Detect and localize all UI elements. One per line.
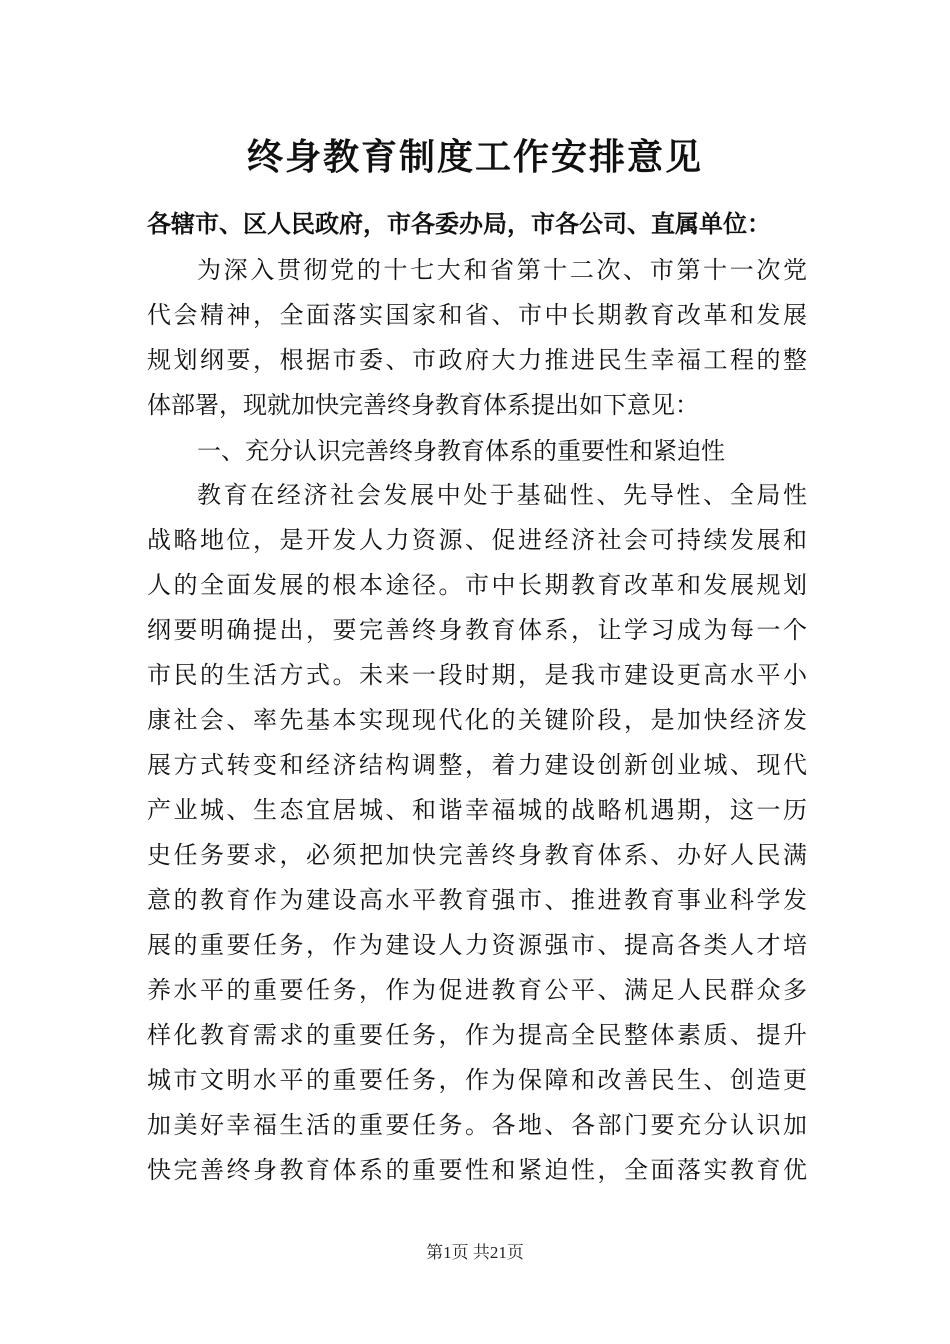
paragraph-line: 意的教育作为建设高水平教育强市、推进教育事业科学发 bbox=[147, 886, 807, 914]
document-title: 终身教育制度工作安排意见 bbox=[246, 136, 703, 178]
page-footer: 第1页 共21页 bbox=[426, 1243, 524, 1262]
paragraph-line: 人的全面发展的根本途径。市中长期教育改革和发展规划 bbox=[147, 571, 807, 599]
paragraph-line: 展方式转变和经济结构调整，着力建设创新创业城、现代 bbox=[147, 751, 807, 779]
section-heading: 一、充分认识完善终身教育体系的重要性和紧迫性 bbox=[197, 437, 725, 465]
paragraph-line: 产业城、生态宜居城、和谐幸福城的战略机遇期，这一历 bbox=[147, 796, 807, 824]
paragraph-line: 战略地位，是开发人力资源、促进经济社会可持续发展和 bbox=[147, 526, 807, 554]
paragraph-line: 养水平的重要任务，作为促进教育公平、满足人民群众多 bbox=[147, 976, 807, 1004]
paragraph-line: 规划纲要，根据市委、市政府大力推进民生幸福工程的整 bbox=[147, 346, 807, 374]
paragraph-line: 代会精神，全面落实国家和省、市中长期教育改革和发展 bbox=[147, 301, 807, 329]
paragraph-line: 展的重要任务，作为建设人力资源强市、提高各类人才培 bbox=[147, 931, 807, 959]
paragraph-line: 市民的生活方式。未来一段时期，是我市建设更高水平小 bbox=[147, 661, 807, 689]
paragraph-line: 快完善终身教育体系的重要性和紧迫性，全面落实教育优 bbox=[147, 1156, 807, 1184]
paragraph-line: 纲要明确提出，要完善终身教育体系，让学习成为每一个 bbox=[147, 616, 807, 644]
paragraph-line: 城市文明水平的重要任务，作为保障和改善民生、创造更 bbox=[147, 1066, 807, 1094]
paragraph-intro bbox=[147, 248, 807, 428]
paragraph-line: 为深入贯彻党的十七大和省第十二次、市第十一次党 bbox=[197, 256, 807, 284]
paragraph-line: 加美好幸福生活的重要任务。各地、各部门要充分认识加 bbox=[147, 1111, 807, 1139]
paragraph-line: 史任务要求，必须把加快完善终身教育体系、办好人民满 bbox=[147, 841, 807, 869]
paragraph-section1 bbox=[147, 473, 807, 1193]
paragraph-line: 教育在经济社会发展中处于基础性、先导性、全局性 bbox=[197, 481, 807, 509]
paragraph-line: 体部署，现就加快完善终身教育体系提出如下意见： bbox=[147, 391, 699, 419]
salutation: 各辖市、区人民政府，市各委办局，市各公司、直属单位： bbox=[147, 209, 771, 238]
paragraph-line: 样化教育需求的重要任务，作为提高全民整体素质、提升 bbox=[147, 1021, 807, 1049]
paragraph-line: 康社会、率先基本实现现代化的关键阶段，是加快经济发 bbox=[147, 706, 807, 734]
